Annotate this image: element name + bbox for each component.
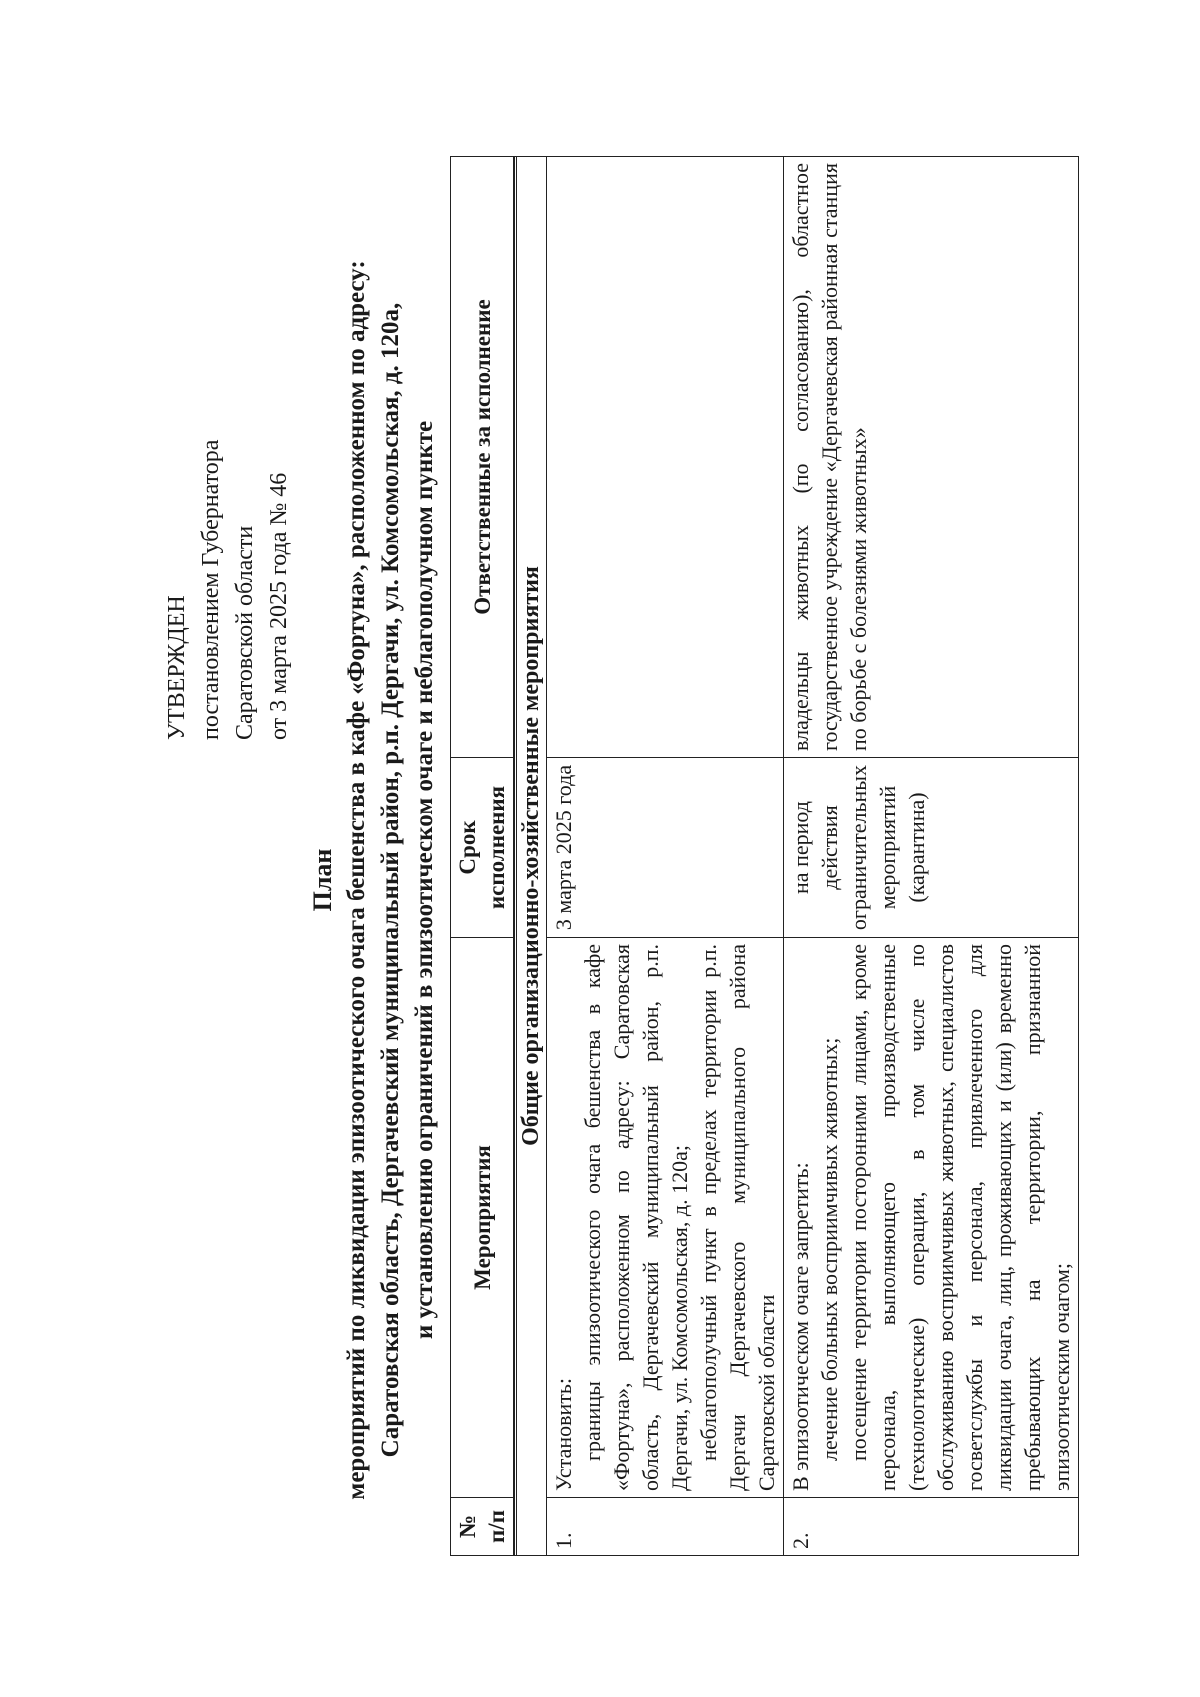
document-title	[306, 220, 442, 1540]
section-title: Общие организационно-хозяйственные мероприятия	[514, 157, 546, 1555]
table-header-row	[451, 157, 514, 1556]
section-row	[514, 157, 547, 1556]
row-measures	[547, 938, 784, 1498]
measures-intro: В эпизоотическом очаге запретить:	[788, 1162, 813, 1491]
row-term: на период действия ограничительных мероприятий (карантина)	[784, 758, 1079, 938]
approval-date: от 3 марта 2025 года № 46	[266, 472, 292, 740]
header-measures: Мероприятия	[451, 938, 514, 1498]
header-responsible: Ответственные за исполнение	[451, 157, 514, 758]
measures-item: лечение больных восприимчивых животных;	[817, 1037, 842, 1461]
row-number: 1.	[547, 1498, 784, 1556]
measures-item: границы эпизоотического очага бешенства в кафе «Фортуна», расположенном по адресу: Саратовская область, Дергачевский муниципальный район, р.п. Дергачи, ул. Комсомольская, д. 120а;	[580, 944, 692, 1491]
table-row	[547, 157, 784, 1556]
title-line: Саратовская область, Дергачевский муниципальный район, р.п. Дергачи, ул. Комсомольская, д. 120а,	[377, 302, 404, 1458]
row-measures	[784, 938, 1079, 1498]
header-term: Срок исполнения	[451, 758, 514, 938]
title-plan: План	[308, 848, 337, 912]
row-term: 3 марта 2025 года	[547, 758, 784, 938]
measures-table	[450, 156, 1079, 1556]
measures-intro: Установить:	[551, 1377, 576, 1491]
table-row	[784, 157, 1079, 1556]
title-line: мероприятий по ликвидации эпизоотического очага бешенства в кафе «Фортуна», расположенном по адресу:	[343, 260, 370, 1500]
rotated-page	[120, 120, 1110, 1620]
approval-line: Саратовской области	[232, 525, 258, 740]
row-responsible: владельцы животных (по согласованию), областное государственное учреждение «Дергачевская районная станция по борьбе с болезнями животных»	[784, 157, 1079, 758]
row-number: 2.	[784, 1498, 1079, 1556]
measures-item: неблагополучный пункт в пределах территории р.п. Дергачи Дергачевского муниципального района Саратовской области	[696, 944, 779, 1491]
approval-line: постановлением Губернатора	[198, 439, 224, 740]
title-line: и установлению ограничений в эпизоотическом очаге и неблагополучном пункте	[411, 420, 438, 1340]
approval-heading: УТВЕРЖДЕН	[164, 595, 190, 740]
measures-item: посещение территории посторонними лицами, кроме персонала, выполняющего производственные (технологические) операции, в том числе по обслуживанию восприимчивых животных, специалистов госветслужбы и персонала, привлеченного для ликвидации очага, лиц, проживающих и (или) временно пребывающих на территории, признанной эпизоотическим очагом;	[846, 944, 1074, 1491]
row-responsible	[547, 157, 784, 758]
header-num: № п/п	[451, 1498, 514, 1556]
approval-block	[160, 180, 296, 740]
